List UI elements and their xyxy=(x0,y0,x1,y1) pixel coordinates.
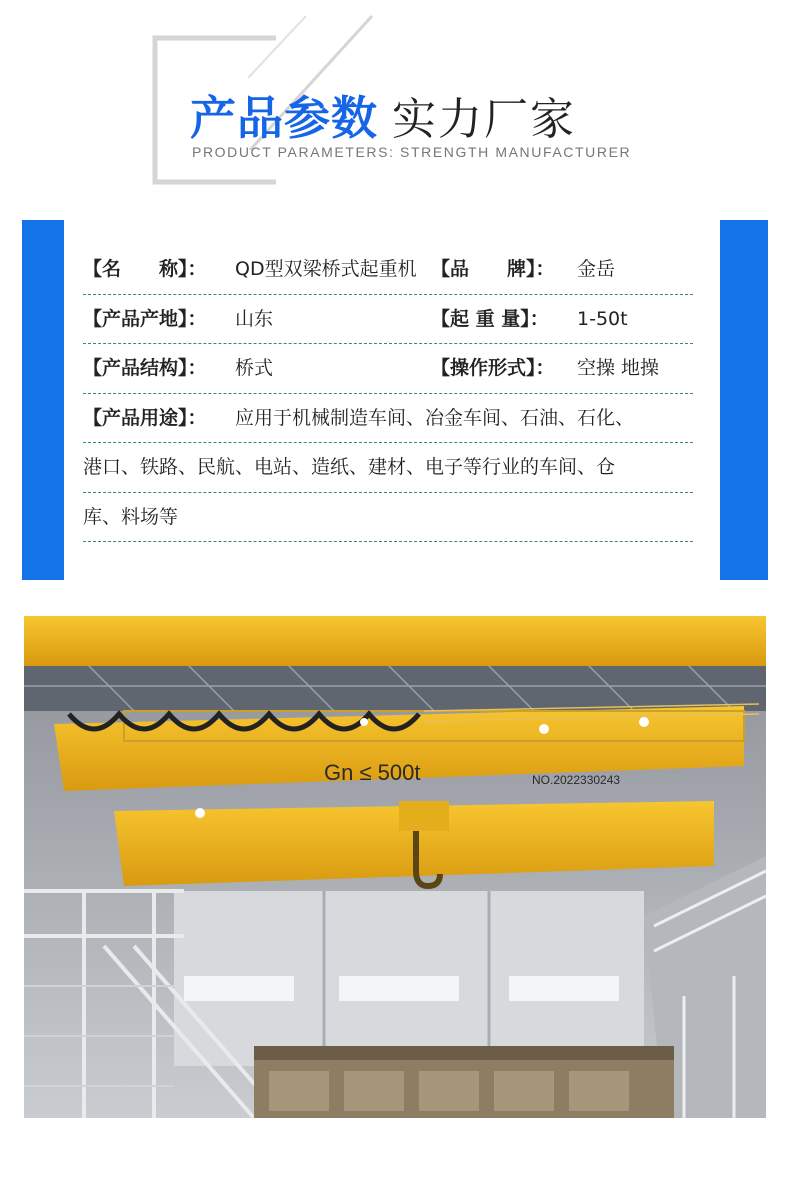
param-row-origin xyxy=(83,295,693,345)
title-sub: 实力厂家 xyxy=(392,94,576,145)
parameters-table xyxy=(83,245,693,542)
param-value-operation: 空操 地操 xyxy=(577,357,660,379)
title-english: PRODUCT PARAMETERS: STRENGTH MANUFACTURER xyxy=(192,144,632,160)
param-label-origin: 【产品产地】： xyxy=(83,307,207,330)
girder-capacity-label: Gn ≤ 500t xyxy=(324,760,421,785)
param-label-brand: 【品 牌】： xyxy=(431,258,555,280)
right-accent-bar xyxy=(720,220,768,580)
param-label-structure: 【产品结构】： xyxy=(83,357,207,379)
param-label-operation: 【操作形式】： xyxy=(431,357,555,379)
param-row-usage-cont xyxy=(83,443,693,493)
page-title xyxy=(190,82,576,148)
param-value-usage-line3: 库、料场等 xyxy=(83,505,179,528)
param-value-usage-line1: 应用于机械制造车间、冶金车间、石油、石化、 xyxy=(235,406,635,429)
param-value-structure: 桥式 xyxy=(235,357,274,379)
param-row-usage-cont2 xyxy=(83,493,693,543)
param-row-usage xyxy=(83,394,693,444)
param-label-capacity: 【起 重 量】： xyxy=(431,307,549,330)
param-value-name: QD型双梁桥式起重机 xyxy=(235,258,417,280)
param-value-origin: 山东 xyxy=(235,307,274,330)
param-row-name xyxy=(83,245,693,295)
girder-serial-number: NO.2022330243 xyxy=(532,773,621,787)
param-value-brand: 金岳 xyxy=(577,258,616,280)
title-main: 产品参数 xyxy=(190,91,378,145)
param-label-name: 【名 称】： xyxy=(83,258,207,280)
param-row-structure xyxy=(83,344,693,394)
product-photo xyxy=(24,616,766,1118)
param-value-usage-line2: 港口、铁路、民航、电站、造纸、建材、电子等行业的车间、仓 xyxy=(83,456,616,478)
param-label-usage: 【产品用途】： xyxy=(83,406,207,429)
left-accent-bar xyxy=(22,220,64,580)
param-value-capacity: 1-50t xyxy=(577,307,628,330)
